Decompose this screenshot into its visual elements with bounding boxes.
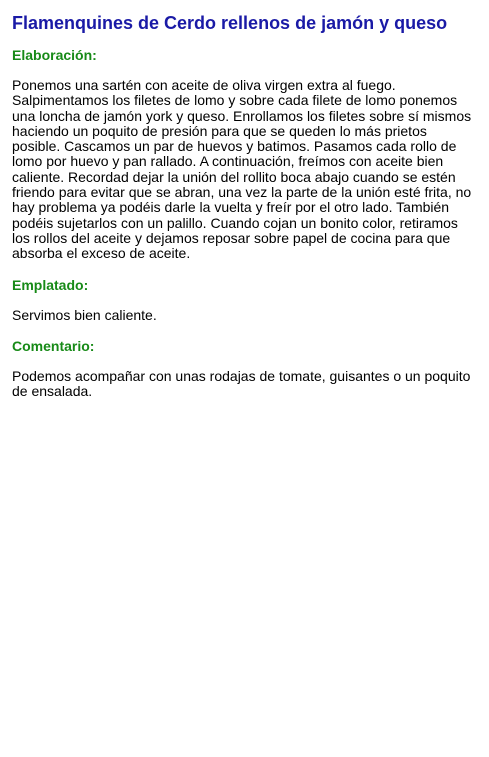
section-heading-emplatado: Emplatado: (12, 276, 89, 293)
section-heading-comentario: Comentario: (12, 337, 95, 354)
section-heading-elaboracion: Elaboración: (12, 47, 97, 63)
section-text-elaboracion: Ponemos una sartén con aceite de oliva virgen extra al fuego. Salpimentamos los filetes de lomo y sobre cada filete de lomo ponemos una loncha de jamón york y queso. Enrollamos los filetes sobre sí mismos haciendo un poquito de presión para que se queden lo más prietos posible. Cascamos un par de huevos y batimos. Pasamos cada rollo de lomo por huevo y pan rallado. A continuación, freímos con aceite bien caliente. Recordad dejar la unión del rollito boca abajo cuando se estén friendo para evitar que se abran, una vez la parte de la unión esté frita, no hay problema ya podéis darle la vuelta y freír por el otro lado. También podéis sujetarlos con un palillo. Cuando cojan un bonito color, retiramos los rollos del aceite y dejamos reposar sobre papel de cocina para que absorba el exceso de aceite. (12, 77, 472, 262)
section-text-comentario: Podemos acompañar con unas rodajas de tomate, guisantes o un poquito de ensalada. (12, 367, 471, 400)
section-emplatado (12, 276, 477, 323)
section-text-emplatado: Servimos bien caliente. (12, 306, 157, 323)
recipe-title: Flamenquines de Cerdo rellenos de jamón y queso (12, 13, 448, 33)
section-comentario (12, 337, 477, 400)
section-elaboracion (12, 46, 477, 262)
